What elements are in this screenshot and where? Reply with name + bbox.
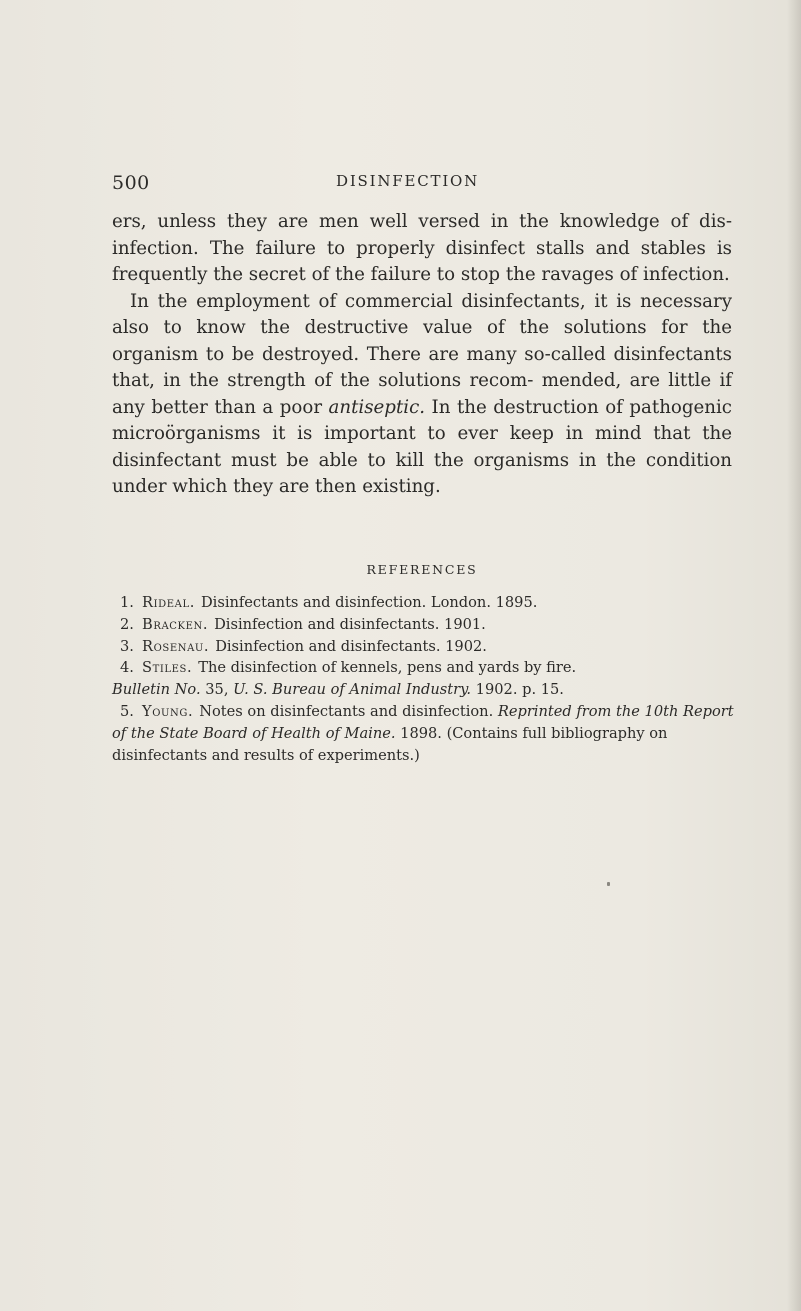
page-number: 500 (112, 172, 150, 194)
reference-item-3 (112, 636, 742, 658)
reference-author: Rideal. (142, 594, 195, 611)
paragraph-2-italic-antiseptic: antiseptic. (328, 396, 426, 418)
paragraph-2 (112, 289, 732, 501)
reference-item-5 (112, 701, 742, 766)
reference-item-4 (112, 657, 742, 701)
running-head: DISINFECTION (336, 172, 480, 190)
paragraph-1: ers, unless they are men well versed in the knowledge of dis- infection. The failure to properly disinfect stalls and stables is frequently the secret of the failure to stop the ravages of infection. (112, 211, 732, 285)
reference-italic: Bulletin No. (112, 681, 201, 699)
references-list (112, 592, 742, 766)
references-heading: REFERENCES (366, 562, 478, 577)
reference-text: Disinfection and disinfectants. 1902. (215, 637, 487, 655)
reference-author: Young. (142, 702, 194, 720)
body-text (112, 209, 732, 501)
reference-continuation (112, 679, 742, 701)
reference-italic: U. S. Bureau of Animal Industry. (233, 681, 472, 699)
reference-item-1 (112, 592, 742, 614)
page-header (112, 172, 732, 196)
reference-italic: Reprinted from the 10th Report of the State Board of Health of Maine. (112, 702, 734, 742)
paper-speck (607, 882, 610, 886)
paragraph-2-text-b: In the destruction of pathogenic microörganisms it is important to ever keep in mind that the disinfectant must be able to kill the organisms in the condition under which they are then existing. (112, 396, 732, 497)
paragraph-2-text-a: In the employment of commercial disinfectants, it is necessary also to know the destructive value of the solutions for the organism to be destroyed. There are many so-called disinfectants that, in the strength of the solutions recom- mended, are little if any better than a poor (112, 290, 732, 418)
reference-number: 3. (120, 637, 134, 655)
reference-text: 1902. p. 15. (471, 681, 564, 699)
reference-item-2 (112, 614, 742, 636)
reference-text: Notes on disinfectants and disinfection. (199, 702, 498, 720)
reference-author: Bracken. (142, 615, 209, 633)
reference-text: Disinfection and disinfectants. 1901. (214, 615, 486, 633)
reference-number: 5. (120, 702, 134, 720)
reference-number: 2. (120, 615, 134, 633)
reference-text: 1898. (Contains full bibliography on disinfectants and results of experiments.) (112, 724, 668, 764)
reference-text: The disinfection of kennels, pens and yards by fire. (198, 659, 577, 677)
reference-text: 35, (200, 681, 234, 699)
reference-author: Rosenau. (142, 637, 210, 655)
reference-author: Stiles. (142, 659, 193, 677)
page-edge-shadow (787, 0, 801, 1311)
reference-number: 1. (120, 594, 134, 611)
reference-number: 4. (120, 659, 134, 677)
reference-text: Disinfectants and disinfection. London. 1895. (200, 594, 538, 611)
